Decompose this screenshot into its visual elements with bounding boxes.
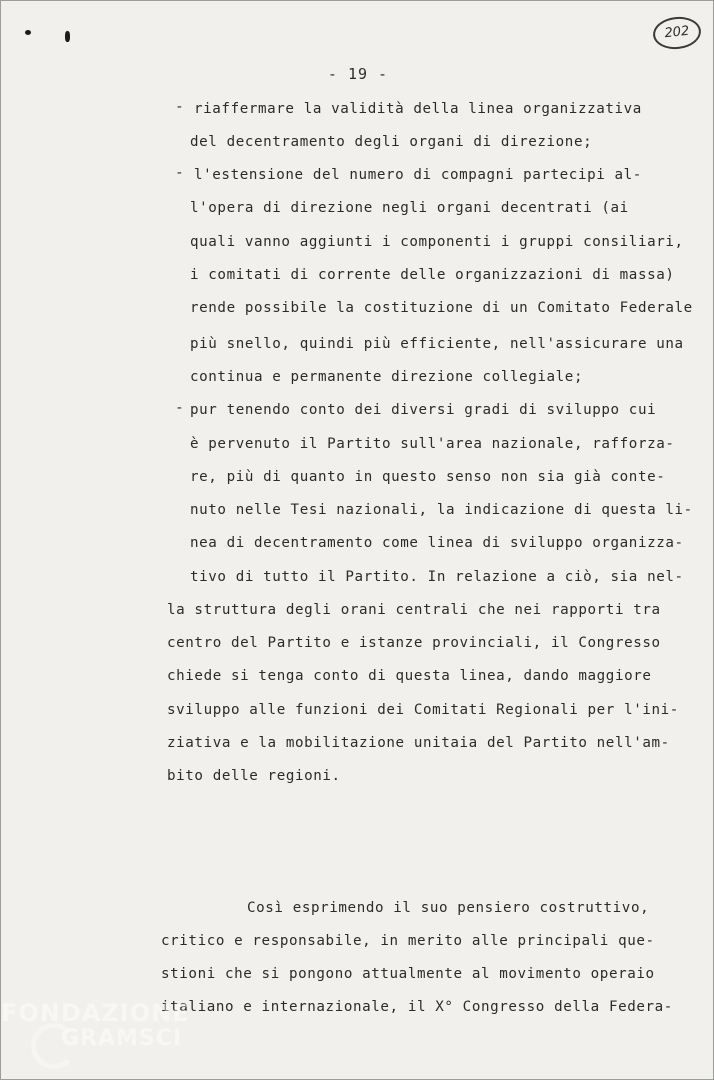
text-line: italiano e internazionale, il X° Congresso della Federa- bbox=[161, 999, 673, 1015]
text-line: critico e responsabile, in merito alle principali que- bbox=[161, 933, 655, 949]
scan-mark bbox=[65, 31, 70, 42]
text-line: nea di decentramento come linea di sviluppo organizza- bbox=[190, 535, 684, 551]
text-line: rende possibile la costituzione di un Comitato Federale bbox=[190, 300, 693, 316]
text-line: ziativa e la mobilitazione unitaia del Partito nell'am- bbox=[167, 735, 670, 751]
text-line: nuto nelle Tesi nazionali, la indicazione di questa li- bbox=[190, 502, 693, 518]
archive-stamp: 202 bbox=[651, 15, 702, 52]
text-line: Così esprimendo il suo pensiero costruttivo, bbox=[247, 900, 650, 916]
text-line: i comitati di corrente delle organizzazioni di massa) bbox=[190, 267, 675, 283]
text-line: chiede si tenga conto di questa linea, dando maggiore bbox=[167, 668, 652, 684]
scan-mark bbox=[25, 30, 31, 35]
text-line: l'opera di direzione negli organi decentrati (ai bbox=[190, 200, 629, 216]
list-dash: - bbox=[175, 400, 184, 416]
text-line: continua e permanente direzione collegiale; bbox=[190, 369, 584, 385]
text-line: quali vanno aggiunti i componenti i gruppi consiliari, bbox=[190, 234, 684, 250]
text-line: sviluppo alle funzioni dei Comitati Regionali per l'ini- bbox=[167, 702, 679, 718]
text-line: pur tenendo conto dei diversi gradi di sviluppo cui bbox=[190, 402, 657, 418]
text-line: centro del Partito e istanze provinciali, il Congresso bbox=[167, 635, 661, 651]
text-line: bito delle regioni. bbox=[167, 768, 341, 784]
text-line: stioni che si pongono attualmente al movimento operaio bbox=[161, 966, 655, 982]
watermark-line2: GRAMSCI bbox=[61, 1026, 183, 1051]
text-line: più snello, quindi più efficiente, nell'assicurare una bbox=[190, 336, 684, 352]
watermark bbox=[1, 1001, 190, 1051]
watermark-line1: FONDAZIONE bbox=[1, 999, 190, 1027]
text-line: riaffermare la validità della linea organizzativa bbox=[194, 101, 642, 117]
text-line: re, più di quanto in questo senso non sia già conte- bbox=[190, 469, 666, 485]
text-line: del decentramento degli organi di direzione; bbox=[190, 134, 593, 150]
page-number: - 19 - bbox=[327, 65, 389, 83]
list-dash: - bbox=[175, 99, 184, 115]
text-line: è pervenuto il Partito sull'area nazionale, rafforza- bbox=[190, 436, 675, 452]
text-line: la struttura degli orani centrali che nei rapporti tra bbox=[167, 602, 661, 618]
text-line: tivo di tutto il Partito. In relazione a ciò, sia nel- bbox=[190, 569, 684, 585]
text-line: l'estensione del numero di compagni partecipi al- bbox=[194, 167, 642, 183]
list-dash: - bbox=[175, 165, 184, 181]
